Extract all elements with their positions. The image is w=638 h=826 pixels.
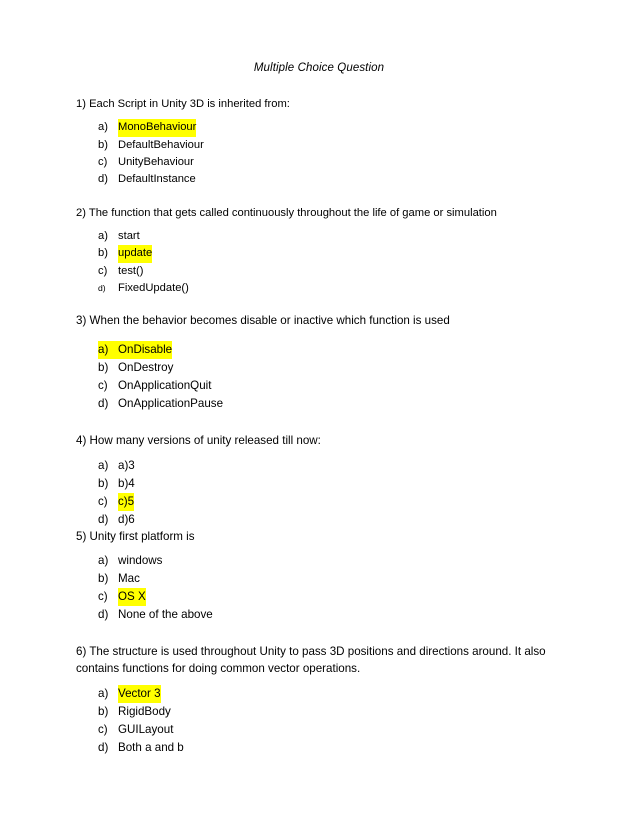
- option-6c[interactable]: [98, 721, 562, 739]
- option-3b[interactable]: [98, 359, 562, 377]
- option-3d-label: OnApplicationPause: [118, 397, 224, 411]
- question-6-options: [76, 685, 562, 757]
- option-1c-label: UnityBehaviour: [118, 155, 194, 168]
- option-2a[interactable]: [98, 228, 562, 245]
- option-3c-marker: c): [98, 379, 108, 393]
- question-5-text: Unity first platform is: [89, 529, 195, 543]
- option-2c-marker: c): [98, 264, 108, 277]
- option-6a-marker: a): [98, 686, 109, 700]
- question-1: [76, 96, 562, 189]
- option-6d-label: Both a and b: [118, 740, 184, 754]
- option-3d[interactable]: [98, 395, 562, 413]
- option-3c-label: OnApplicationQuit: [118, 379, 212, 393]
- option-4c[interactable]: [98, 493, 562, 511]
- question-2-options: [76, 228, 562, 297]
- question-5-options: [76, 552, 562, 624]
- option-1a-marker: a): [98, 121, 108, 134]
- option-2a-marker: a): [98, 229, 108, 242]
- option-6c-marker: c): [98, 722, 108, 736]
- question-4-number: 4): [76, 434, 87, 448]
- option-4d-marker: d): [98, 512, 109, 526]
- option-1a-label: MonoBehaviour: [118, 119, 196, 136]
- question-1-text: Each Script in Unity 3D is inherited from:: [89, 98, 290, 110]
- question-1-stem: [76, 96, 562, 112]
- option-5d-label: None of the above: [118, 608, 213, 622]
- option-6b[interactable]: [98, 703, 562, 721]
- option-1c[interactable]: [98, 154, 562, 171]
- question-3-stem: [76, 313, 562, 330]
- option-6b-label: RigidBody: [118, 704, 171, 718]
- spacer-1: [76, 189, 562, 205]
- option-1d-label: DefaultInstance: [118, 173, 196, 186]
- option-4c-marker: c): [98, 494, 108, 508]
- option-2b-marker: b): [98, 247, 108, 260]
- spacer-5: [76, 624, 562, 644]
- question-3: [76, 313, 562, 413]
- option-5a-label: windows: [118, 554, 163, 568]
- option-5d-marker: d): [98, 608, 109, 622]
- option-5a-marker: a): [98, 554, 109, 568]
- option-2d-label: FixedUpdate(): [118, 281, 189, 294]
- option-4a[interactable]: [98, 457, 562, 475]
- option-5d[interactable]: [98, 606, 562, 624]
- option-1d-marker: d): [98, 173, 108, 186]
- question-2-stem: [76, 205, 566, 221]
- option-1b[interactable]: [98, 137, 562, 154]
- option-1b-label: DefaultBehaviour: [118, 138, 204, 151]
- question-4-options: [76, 457, 562, 529]
- option-2c-label: test(): [118, 264, 144, 277]
- question-4: [76, 433, 562, 529]
- question-6-text: The structure is used throughout Unity to pass 3D positions and directions around. It also contains functions for doing common vector operations.: [76, 645, 546, 676]
- question-5-stem: [76, 529, 562, 546]
- question-6: [76, 644, 562, 756]
- question-2-text: The function that gets called continuously throughout the life of game or simulation: [88, 206, 497, 219]
- option-5c-label: OS X: [118, 588, 146, 606]
- option-6d[interactable]: [98, 739, 562, 757]
- option-6c-label: GUILayout: [118, 722, 174, 736]
- option-2c[interactable]: [98, 263, 562, 280]
- option-5b-marker: b): [98, 572, 109, 586]
- question-2: [76, 205, 562, 298]
- option-3b-marker: b): [98, 361, 109, 375]
- option-4d-label: d)6: [118, 512, 135, 526]
- option-3a-marker: a): [98, 341, 118, 359]
- option-5a[interactable]: [98, 552, 562, 570]
- option-1b-marker: b): [98, 138, 108, 151]
- option-1a[interactable]: [98, 119, 562, 136]
- question-1-number: 1): [76, 98, 86, 110]
- option-2d[interactable]: [98, 280, 562, 297]
- option-4b-marker: b): [98, 476, 109, 490]
- option-4c-label: c)5: [118, 493, 134, 511]
- option-2a-label: start: [118, 229, 140, 242]
- question-3-number: 3): [76, 314, 87, 328]
- option-3d-marker: d): [98, 397, 109, 411]
- option-3c[interactable]: [98, 377, 562, 395]
- spacer-4: [76, 413, 562, 433]
- option-5b[interactable]: [98, 570, 562, 588]
- option-2b-label: update: [118, 245, 152, 262]
- option-1c-marker: c): [98, 155, 108, 168]
- option-4a-label: a)3: [118, 458, 135, 472]
- option-3b-label: OnDestroy: [118, 361, 174, 375]
- question-4-text: How many versions of unity released till now:: [89, 434, 321, 448]
- option-5c[interactable]: [98, 588, 562, 606]
- option-2b[interactable]: [98, 245, 562, 262]
- option-4b-label: b)4: [118, 476, 135, 490]
- option-6b-marker: b): [98, 704, 109, 718]
- option-3a-label: OnDisable: [118, 341, 172, 359]
- option-3a[interactable]: [98, 341, 562, 359]
- option-1d[interactable]: [98, 171, 562, 188]
- question-6-stem: [76, 644, 566, 678]
- option-2d-marker: d): [98, 282, 106, 293]
- option-5b-label: Mac: [118, 572, 140, 586]
- question-5: [76, 529, 562, 625]
- option-6a[interactable]: [98, 685, 562, 703]
- page-title: Multiple Choice Question: [253, 62, 385, 74]
- option-5c-marker: c): [98, 590, 108, 604]
- question-5-number: 5): [76, 529, 87, 543]
- spacer-2: [76, 297, 562, 313]
- option-4a-marker: a): [98, 458, 109, 472]
- option-4d[interactable]: [98, 511, 562, 529]
- question-2-number: 2): [76, 206, 86, 219]
- question-3-text: When the behavior becomes disable or inactive which function is used: [89, 314, 450, 328]
- question-6-number: 6): [76, 645, 87, 659]
- question-3-options: [76, 341, 562, 413]
- question-4-stem: [76, 433, 562, 450]
- option-6a-label: Vector 3: [118, 685, 161, 703]
- question-1-options: [76, 119, 562, 188]
- option-4b[interactable]: [98, 475, 562, 493]
- option-6d-marker: d): [98, 740, 109, 754]
